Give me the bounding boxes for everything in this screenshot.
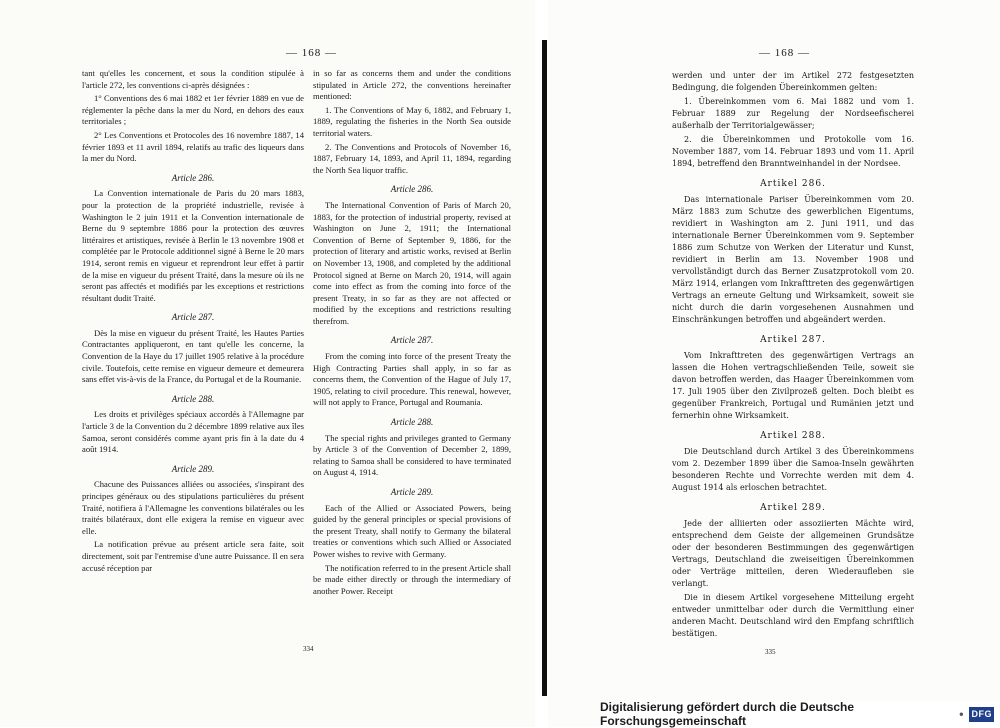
paragraph: 1. Übereinkommen vom 6. Mai 1882 und vom 1. Februar 1889 zur Regelung der Nordseefischerei außerhalb der Territorialgewässer; <box>672 97 914 130</box>
left-page-folio: 334 <box>303 645 314 653</box>
german-column <box>672 70 914 642</box>
paragraph: La Convention internationale de Paris du 20 mars 1883, pour la protection de la propriété industrielle, revisée à Washington le 2 juin 1911 et la Convention internationale de Berne du 9 septembre 1886 pour la protection des œuvres littéraires et artistiques, revisée à Berlin le 13 novembre 1908 et complétée par le Protocole additionnel signé à Berne le 20 mars 1914, seront remis en vigueur et reprendront leur effet à partir de la mise en vigueur du présent Traité, dans la mesure où ils ne seront pas affectés et modifiés par les exceptions et restrictions résultant dudit Traité. <box>82 188 304 303</box>
article-heading: Artikel 286. <box>760 179 826 189</box>
article-heading: Article 289. <box>171 463 215 474</box>
article-heading: Artikel 289. <box>760 503 826 513</box>
paragraph: Das internationale Pariser Übereinkommen vom 20. März 1883 zum Schutze des gewerblichen Eigentums, revidiert in Washington am 2. Juni 1911, und das internationale Berner Übereinkommen vom 9. September 1886 zum Schutze von Werken der Literatur und Kunst, revidiert in Berlin am 13. November 1908 und vervollständigt durch das Berner Zusatzprotokoll vom 20. März 1914, erlangen vom Inkrafttreten des gegenwärtigen Vertrags an erneute Geltung und Wirksamkeit, soweit sie nicht durch die darin vorgesehenen Ausnahmen und Einschränkungen betroffen und abgeändert werden. <box>672 195 914 324</box>
digitization-footer <box>600 701 1000 727</box>
article-heading: Article 289. <box>390 487 434 497</box>
paragraph: in so far as concerns them and under the conditions stipulated in Article 272, the conventions hereinafter mentioned: <box>313 68 511 102</box>
paragraph: werden und unter der im Artikel 272 festgesetzten Bedingung, die folgenden Übereinkommen gelten: <box>672 71 914 92</box>
french-column <box>82 68 304 576</box>
left-page-header: — 168 — <box>286 47 337 59</box>
paragraph: Die in diesem Artikel vorgesehene Mitteilung ergeht entweder unmittelbar oder durch die Vermittlung einer anderen Macht. Deutschland wird den Empfang schriftlich bestätigen. <box>672 593 914 638</box>
footer-text: Digitalisierung gefördert durch die Deutsche Forschungsgemeinschaft <box>600 700 855 728</box>
right-page-folio: 335 <box>765 648 776 656</box>
paragraph: The International Convention of Paris of March 20, 1883, for the protection of industrial property, revised at Washington on June 2, 1911; the International Convention of Berne of September 9, 1886, for the protection of literary and artistic works, revised at Berlin on November 13, 1908, and completed by the additional Protocol signed at Berne on March 20, 1914, will again come into effect as from the coming into force of the present Treaty, in so far as they are not affected or modified by the exceptions and restrictions resulting therefrom. <box>313 199 511 326</box>
article-heading: Article 288. <box>171 393 215 404</box>
paragraph: The special rights and privileges granted to Germany by Article 3 of the Convention of December 2, 1899, relating to Samoa shall be considered to have terminated on August 4, 1914. <box>313 432 511 478</box>
article-heading: Artikel 287. <box>760 335 826 345</box>
dfg-logo-icon: DFG <box>969 707 994 722</box>
article-heading: Article 288. <box>390 417 434 428</box>
paragraph: From the coming into force of the present Treaty the High Contracting Parties shall apply, in so far as concerns them, the Convention of the Hague of July 17, 1905, relating to civil procedure. This renewal, however, will not apply to France, Portugal and Roumania. <box>313 351 511 408</box>
article-heading: Article 287. <box>171 312 215 323</box>
paragraph: Dès la mise en vigueur du présent Traité, les Hautes Parties Contractantes appliqueront, en tant qu'elle les concerne, la Convention de la Haye du 17 juillet 1905 relative à la procédure civile. Toutefois, cette remise en vigueur demeure et demeurera sans effet vis-à-vis de la France, du Portugal et de la Roumanie. <box>82 327 304 385</box>
english-column <box>313 68 511 599</box>
paragraph: 2° Les Conventions et Protocoles des 16 novembre 1887, 14 février 1893 et 11 avril 1894, relatifs au trafic des liqueurs dans la mer du Nord. <box>82 129 304 164</box>
footer-separator: • <box>959 707 964 721</box>
paragraph: 1° Conventions des 6 mai 1882 et 1er février 1889 en vue de réglementer la pêche dans la mer du Nord, en dehors des eaux territoriales ; <box>82 93 304 127</box>
paragraph: Die Deutschland durch Artikel 3 des Übereinkommens vom 2. Dezember 1899 über die Samoa-Inseln gewährten besonderen Rechte und Vorrechte werden mit dem 4. August 1914 als erloschen betrachtet. <box>672 447 914 492</box>
paragraph: Jede der alliierten oder assoziierten Mächte wird, entsprechend dem Geiste der allgemeinen Grundsätze oder der besonderen Bestimmungen des gegenwärtigen Vertrags, Deutschland die zweiseitigen Übereinkommen oder Verträge mitteilen, deren Wiederaufleben sie verlangt. <box>672 519 914 588</box>
article-heading: Article 287. <box>390 335 434 346</box>
paragraph: The notification referred to in the present Article shall be made either directly or through the intermediary of another Power. Receipt <box>313 562 511 596</box>
article-heading: Article 286. <box>171 172 215 183</box>
right-page-header: — 168 — <box>759 47 810 59</box>
article-heading: Artikel 288. <box>760 431 826 441</box>
paragraph: tant qu'elles les concernent, et sous la condition stipulée à l'article 272, les conventions ci-après désignées : <box>82 68 304 90</box>
page-gutter <box>542 40 547 696</box>
paragraph: Vom Inkrafttreten des gegenwärtigen Vertrags an lassen die Hohen vertragschließenden Teile, soweit sie davon betroffen werden, das Haager Übereinkommen vom 17. Juli 1905 über den Zivilprozeß gelten. Doch bleibt es gegenüber Frankreich, Portugal und Rumänien jetzt und fernerhin ohne Wirksamkeit. <box>672 351 914 420</box>
paragraph: 2. The Conventions and Protocols of November 16, 1887, February 14, 1893, and April 11, 1894, regarding the North Sea liquor traffic. <box>313 141 511 175</box>
paragraph: Les droits et privilèges spéciaux accordés à l'Allemagne par l'article 3 de la Convention du 2 décembre 1899 relative aux îles Samoa, seront considérés comme ayant pris fin à la date du 4 août 1914. <box>82 409 304 455</box>
paragraph: La notification prévue au présent article sera faite, soit directement, soit par l'entremise d'une autre Puissance. Il en sera accusé réception par <box>82 539 304 573</box>
paragraph: 1. The Conventions of May 6, 1882, and February 1, 1889, regulating the fisheries in the North Sea outside territorial waters. <box>313 104 511 138</box>
paragraph: Chacune des Puissances alliées ou associées, s'inspirant des principes généraux ou des stipulations particulières du présent Traité, notifiera à l'Allemagne les conventions bilatérales ou les traités bilatéraux, dont elle exigera la remise en vigueur avec elle. <box>82 479 304 536</box>
paragraph: 2. die Übereinkommen und Protokolle vom 16. November 1887, vom 14. Februar 1893 und vom 11. April 1894, betreffend den Branntweinhandel in der Nordsee. <box>672 135 914 168</box>
paragraph: Each of the Allied or Associated Powers, being guided by the general principles or special provisions of the present Treaty, shall notify to Germany the bilateral treaties or conventions which such Allied or Associated Power wishes to revive with Germany. <box>313 502 511 559</box>
article-heading: Article 286. <box>390 184 434 195</box>
